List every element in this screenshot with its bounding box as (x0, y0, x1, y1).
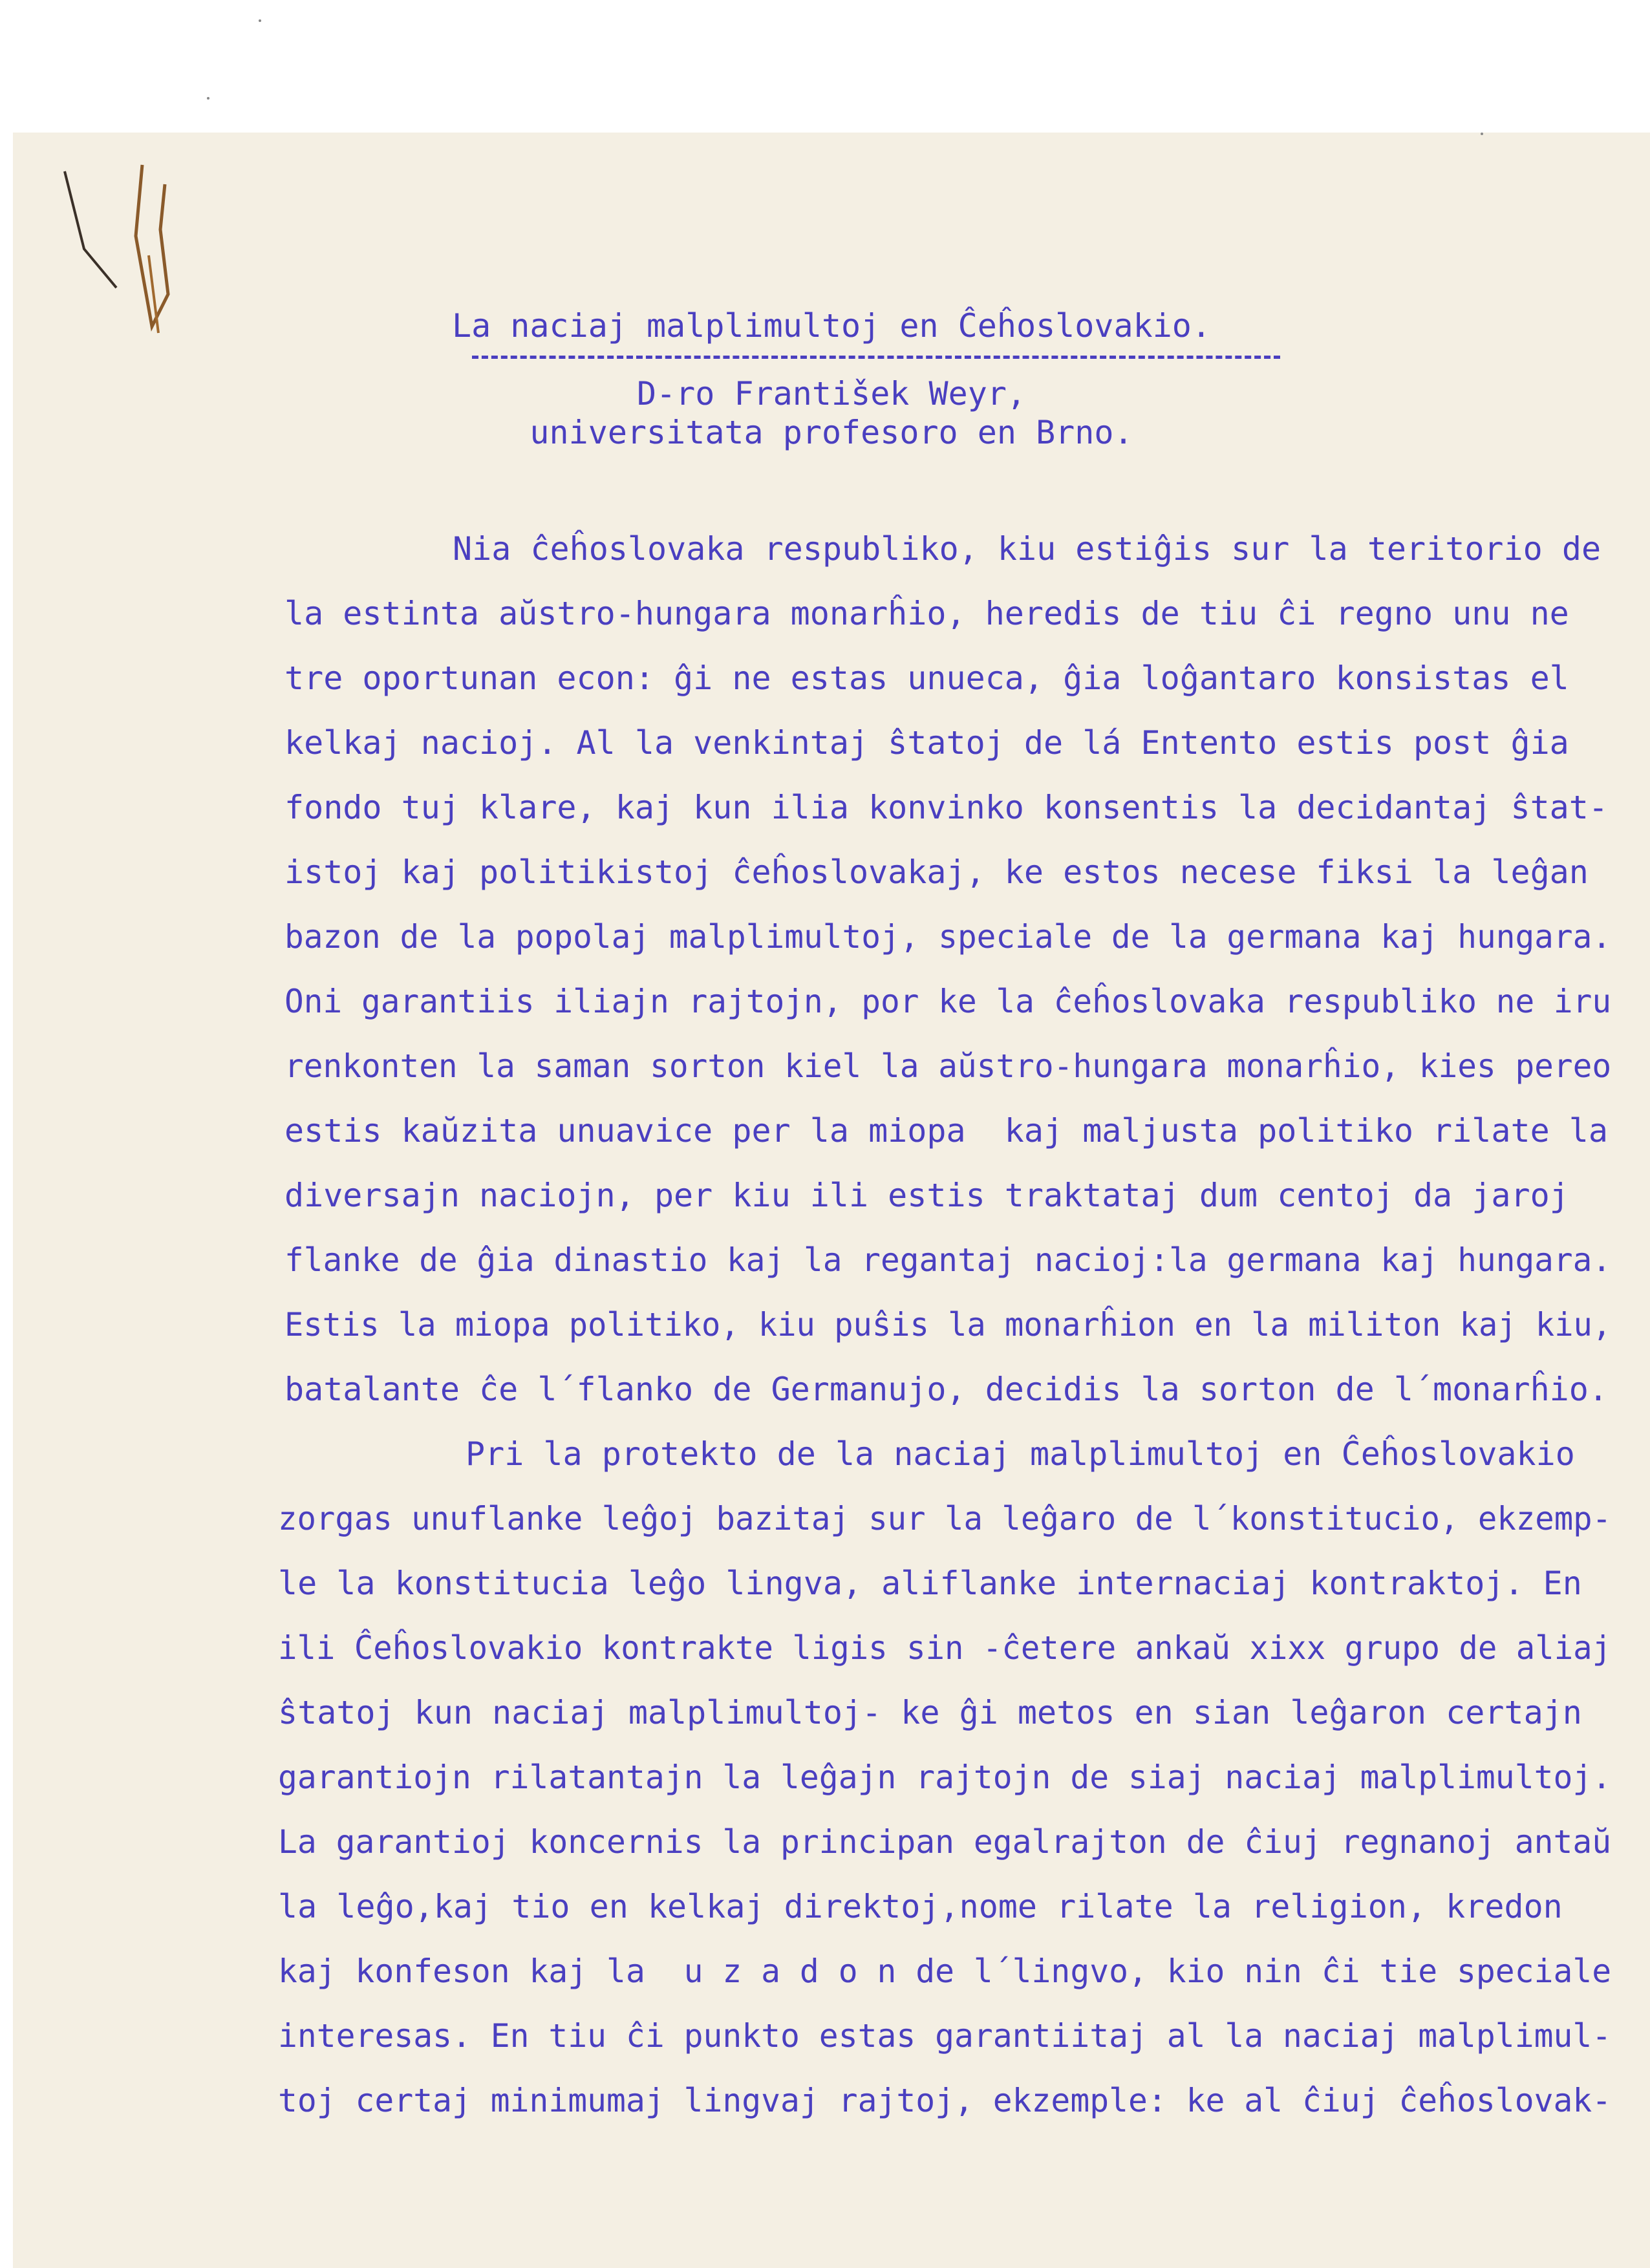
text-line: diversajn naciojn, per kiu ili estis traktataj dum centoj da jaroj (284, 1177, 1569, 1214)
text-line: fondo tuj klare, kaj kun ilia konvinko konsentis la decidantaj ŝtat- (284, 789, 1608, 826)
text-line: la leĝo,kaj tio en kelkaj direktoj,nome rilate la religion, kredon (278, 1888, 1563, 1925)
dust-speck (1481, 133, 1483, 135)
text-line: kaj konfeson kaj la u z a d o n de l´lingvo, kio nin ĉi tie speciale (278, 1952, 1612, 1990)
text-line: toj certaj minimumaj lingvaj rajtoj, ekzemple: ke al ĉiuj ĉeĥoslovak- (278, 2082, 1612, 2119)
text-line: zorgas unuflanke leĝoj bazitaj sur la leĝaro de l´konstitucio, ekzemp- (278, 1500, 1612, 1537)
author-affiliation: universitata profesoro en Brno. (530, 414, 1133, 451)
title-underline (472, 356, 1280, 359)
text-line: Estis la miopa politiko, kiu puŝis la monarĥion en la militon kaj kiu, (284, 1306, 1612, 1343)
text-line: garantiojn rilatantajn la leĝajn rajtojn de siaj naciaj malplimultoj. (278, 1759, 1612, 1796)
author-name: D-ro František Weyr, (636, 375, 1027, 412)
text-line: kelkaj nacioj. Al la venkintaj ŝtatoj de lá Entento estis post ĝia (284, 724, 1569, 762)
text-line: estis kaŭzita unuavice per la miopa kaj maljusta politiko rilate la (284, 1112, 1608, 1150)
text-line: batalante ĉe l´flanko de Germanujo, decidis la sorton de l´monarĥio. (284, 1371, 1608, 1408)
text-line: la estinta aŭstro-hungara monarĥio, heredis de tiu ĉi regno unu ne (284, 595, 1569, 632)
document-title: La naciaj malplimultoj en Ĉeĥoslovakio. (452, 307, 1211, 345)
text-line: ili Ĉeĥoslovakio kontrakte ligis sin -ĉetere ankaŭ xixx grupo de aliaj (278, 1629, 1612, 1667)
text-line: Nia ĉeĥoslovaka respubliko, kiu estiĝis sur la teritorio de (453, 530, 1602, 568)
dust-speck (259, 19, 261, 22)
text-line: istoj kaj politikistoj ĉeĥoslovakaj, ke estos necese fiksi la leĝan (284, 853, 1589, 891)
text-line: Pri la protekto de la naciaj malplimultoj en Ĉeĥoslovakio (466, 1435, 1575, 1473)
text-line: bazon de la popolaj malplimultoj, speciale de la germana kaj hungara. (284, 918, 1612, 956)
dust-speck (207, 97, 209, 100)
text-line: Oni garantiis iliajn rajtojn, por ke la ĉeĥoslovaka respubliko ne iru (284, 983, 1612, 1020)
text-line: ŝtatoj kun naciaj malplimultoj- ke ĝi metos en sian leĝaron certajn (278, 1694, 1582, 1731)
text-line: flanke de ĝia dinastio kaj la regantaj nacioj:la germana kaj hungara. (284, 1241, 1612, 1279)
text-line: La garantioj koncernis la principan egalrajton de ĉiuj regnanoj antaŭ (278, 1823, 1612, 1861)
text-line: renkonten la saman sorton kiel la aŭstro-hungara monarĥio, kies pereo (284, 1047, 1612, 1085)
text-line: le la konstitucia leĝo lingva, aliflanke internaciaj kontraktoj. En (278, 1565, 1582, 1602)
text-line: interesas. En tiu ĉi punkto estas garantiitaj al la naciaj malplimul- (278, 2017, 1612, 2055)
text-line: tre oportunan econ: ĝi ne estas unueca, ĝia loĝantaro konsistas el (284, 659, 1569, 697)
paper-sheet (13, 133, 1650, 2268)
